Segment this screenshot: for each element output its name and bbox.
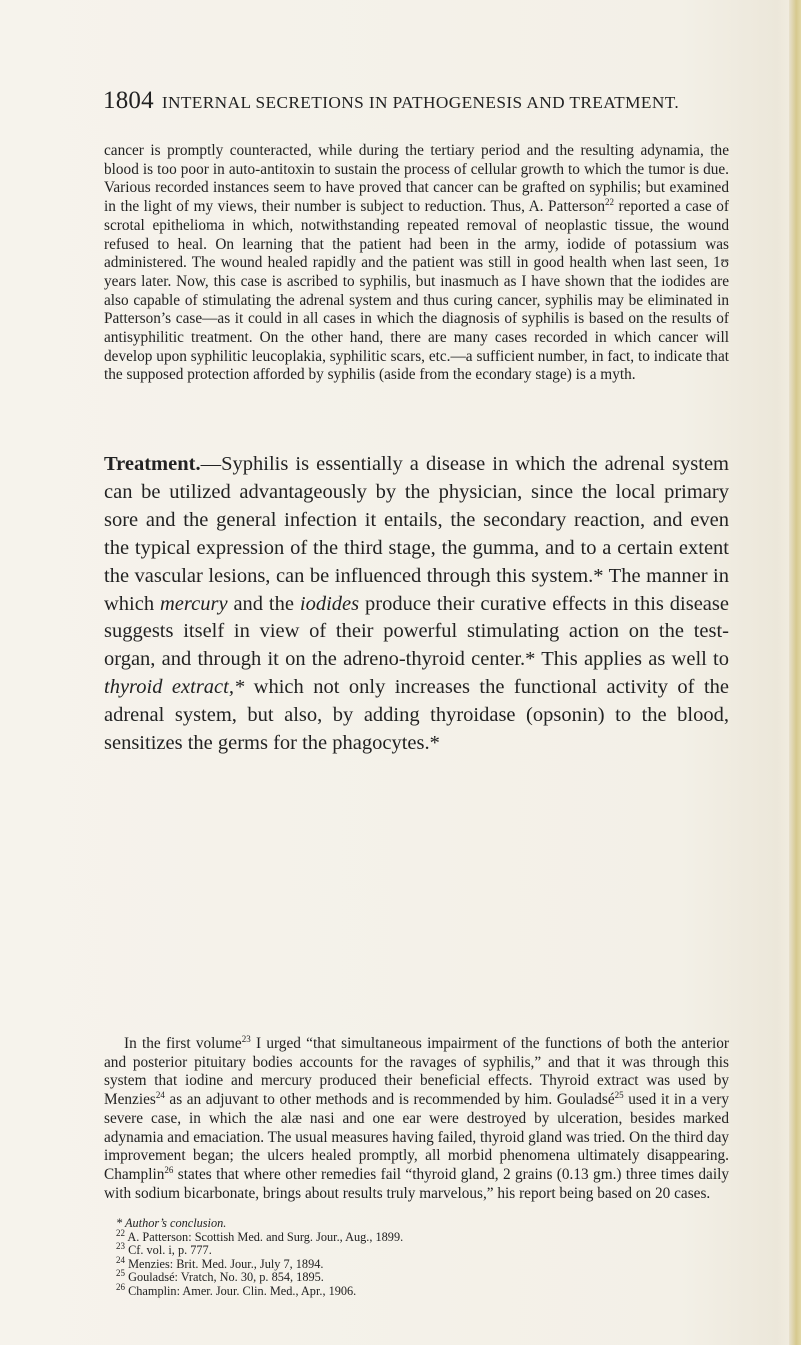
footnotes bbox=[104, 1217, 724, 1299]
footnote-22: $^{22}$ A. Patterson: Scottish Med. and Surg. Jour., Aug., 1899. bbox=[116, 1227, 404, 1244]
footnote-26: $^{26}$ Champlin: Amer. Jour. Clin. Med., Apr., 1906. bbox=[116, 1281, 357, 1298]
paragraph-treatment: Treatment.—Syphilis is essentially a disease in which the adrenal system can be utilized advantageously by the physician, since the local primary sore and the general infection it entails, the secondary reaction, and even the typical expression of the third stage, the gumma, and to a certain extent the vascular lesions, can be influenced through this system.* The manner in which mercury and the iodides produce their curative effects in this disease suggests itself in view of their powerful stimulating action on the test-organ, and through it on the adreno-thyroid center.* This applies as well to thyroid extract,* which not only increases the functional activity of the adrenal system, but also, by adding thyroidase (opsonin) to the blood, sensitizes the germs for the phagocytes.* bbox=[104, 453, 730, 755]
paragraph-cancer-syphilis: cancer is promptly counteracted, while during the tertiary period and the resulting adynamia, the blood is too poor in auto-antitoxin to sustain the process of cellular growth to which the tumor is due. Various recorded instances seem to have proved that cancer can be grafted on syphilis; but examined in the light of my views, their number is subject to reduction. Thus, A. Patterson$^{22}$ reported a case of scrotal epithelioma in which, notwithstanding repeated removal of neoplastic tissue, the wound refused to heal. On learning that the patient had been in the army, iodide of potassium was administered. The wound healed rapidly and the patient was still in good health when last seen, 1ʊ years later. Now, this case is ascribed to syphilis, but inasmuch as I have shown that the iodides are also capable of stimulating the adrenal system and thus curing cancer, syphilis may be eliminated in Patterson’s case—as it could in all cases in which the diagnosis of syphilis is based on the results of antisyphilitic treatment. On the other hand, there are many cases recorded in which cancer will develop upon syphilitic leucoplakia, syphilitic scars, etc.—a sufficient number, in fact, to indicate that the supposed protection afforded by syphilis (aside from the econdary stage) is a myth. bbox=[104, 142, 729, 384]
footnote-ref-24: 24 bbox=[155, 1090, 165, 1101]
footnote-24: $^{24}$ Menzies: Brit. Med. Jour., July 7, 1894. bbox=[116, 1254, 324, 1271]
paragraph-first-volume: In the first volume$^{23}$ I urged “that simultaneous impairment of the functions of both the anterior and posterior pituitary bodies accounts for the ravages of syphilis,” and that it was through this system that iodine and mercury produced their beneficial effects. Thyroid extract was used by Menzies$^{24}$ as an adjuvant to other methods and is recommended by him. Gouladsé$^{25}$ used it in a very severe case, in which the alæ nasi and one ear were destroyed by ulceration, besides marked adynamia and emaciation. The usual measures having failed, thyroid gland was tried. On the third day improvement began; the ulcers healed promptly, all morbid phenomena ultimately disappearing. Champlin$^{26}$ states that where other remedies fail “thyroid gland, 2 grains (0.13 gm.) three times daily with sodium bicarbonate, brings about results truly marvelous,” his report being based on 20 cases. bbox=[104, 1033, 730, 1202]
footnote-ref-22: 22 bbox=[604, 197, 614, 208]
footnote-23: $^{23}$ Cf. vol. i, p. 777. bbox=[116, 1241, 212, 1258]
footnote-25: $^{25}$ Gouladsé: Vratch, No. 30, p. 854, 1895. bbox=[116, 1268, 324, 1285]
page-header bbox=[103, 87, 723, 115]
footnote-ref-23: 23 bbox=[241, 1033, 251, 1044]
running-title: INTERNAL SECRETIONS IN PATHOGENESIS AND TREATMENT. bbox=[161, 93, 680, 112]
footnote-star: * Author’s conclusion. bbox=[116, 1216, 227, 1230]
footnote-ref-26: 26 bbox=[164, 1164, 174, 1175]
section-heading-treatment: Treatment. bbox=[104, 453, 201, 475]
footnote-ref-25: 25 bbox=[614, 1090, 624, 1101]
page-edge bbox=[789, 0, 801, 1345]
page-number: 1804 bbox=[103, 87, 154, 114]
